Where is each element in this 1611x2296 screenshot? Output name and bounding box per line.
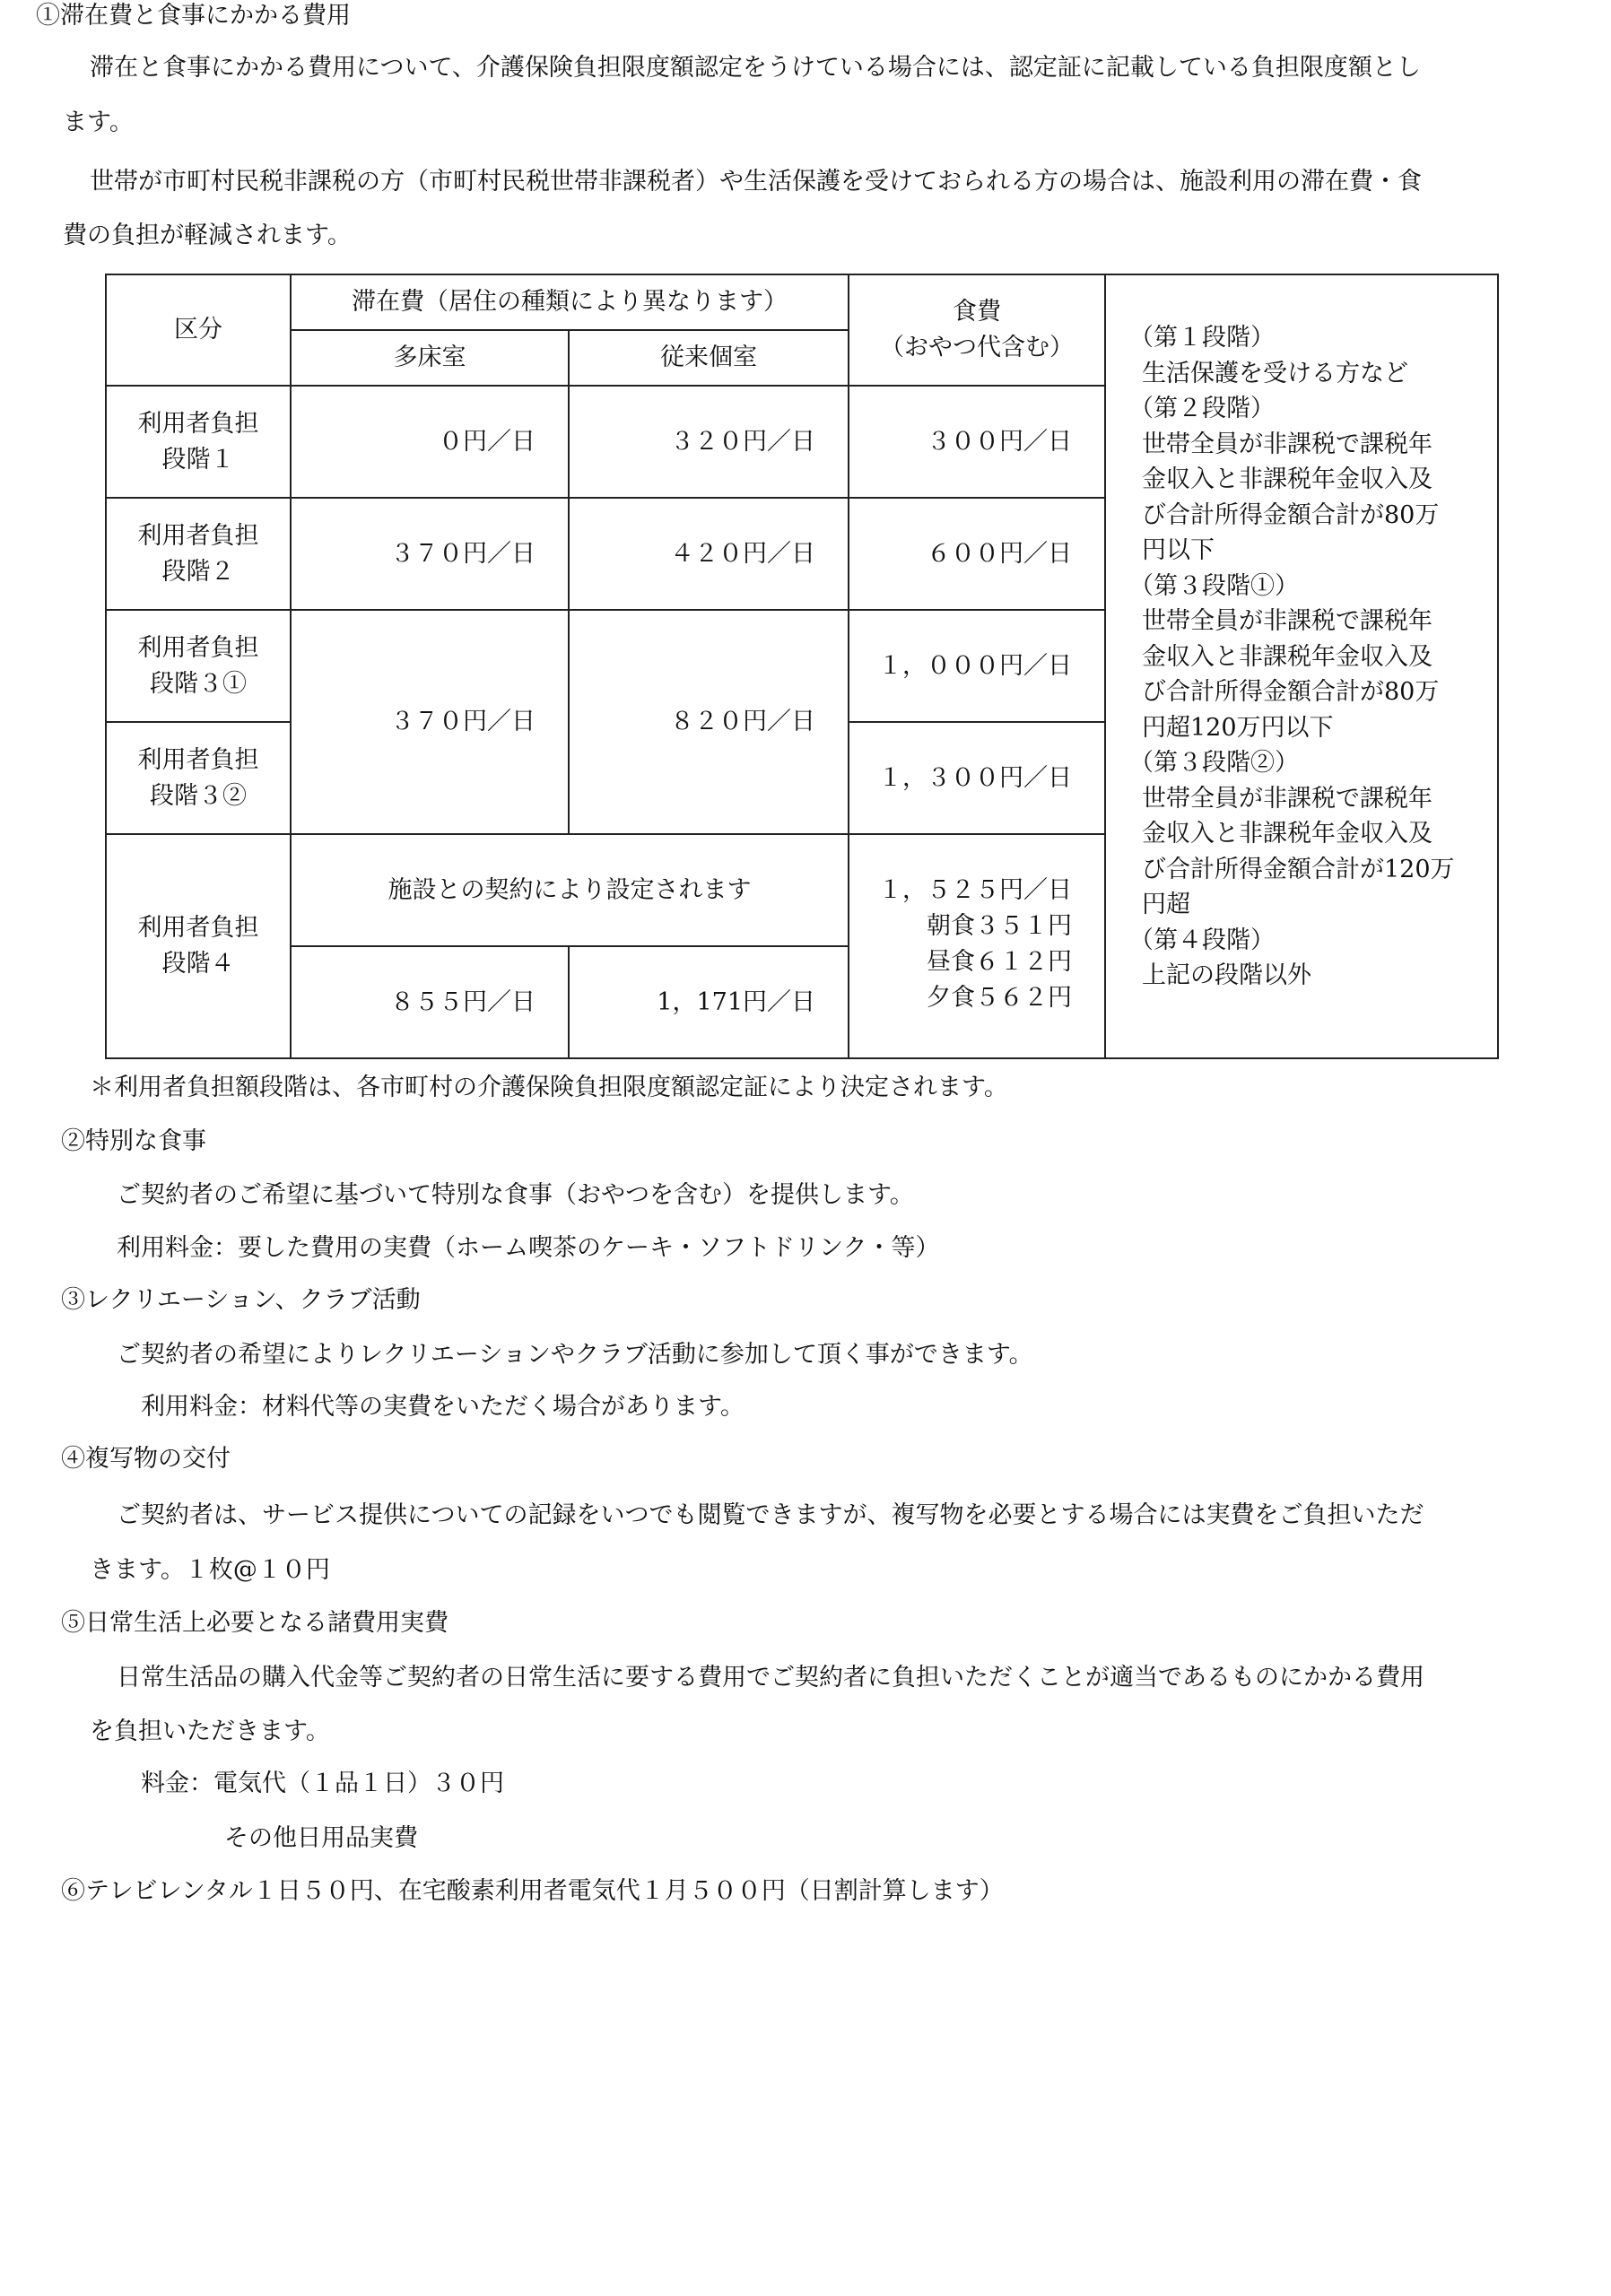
note-line: 世帯全員が非課税で課税年 [1142,607,1432,635]
section5-fee-line1: 料金：電気代（１品１日）３０円 [141,1770,504,1797]
section5-heading: ⑤日常生活上必要となる諸費用実費 [61,1609,448,1637]
section2-fee: 利用料金：要した費用の実費（ホーム喫茶のケーキ・ソフトドリンク・等） [117,1234,940,1262]
note-line: （第４段階） [1129,926,1275,954]
cell-food: １，３００円／日 [849,722,1105,834]
note-line: 世帯全員が非課税で課税年 [1142,430,1432,458]
header-stay: 滞在費（居住の種類により異なります） [291,274,849,330]
section3-body: ご契約者の希望によりレクリエーションやクラブ活動に参加して頂く事ができます。 [117,1341,1033,1369]
section3-heading: ③レクリエーション、クラブ活動 [61,1286,421,1314]
note-line: 上記の段階以外 [1142,961,1311,989]
section5-body-line2: を負担いただきます。 [90,1718,330,1745]
header-kubun: 区分 [106,274,291,386]
section6-heading: ⑥テレビレンタル１日５０円、在宅酸素利用者電気代１月５００円（日割計算します） [61,1877,1004,1905]
section2-body: ご契約者のご希望に基づいて特別な食事（おやつを含む）を提供します。 [117,1181,914,1209]
note-line: 円以下 [1142,536,1215,564]
section5-fee-line2: その他日用品実費 [224,1824,418,1852]
note-line: び合計所得金額合計が80万 [1142,678,1440,706]
cell-private: ３２０円／日 [569,386,849,498]
row-label-line1: 利用者負担 [137,633,259,662]
row-label-line2: 段階３② [150,781,247,810]
section1-heading: ①滞在費と食事にかかる費用 [36,2,351,30]
cell-food-stage4 [849,834,1105,1058]
row-label [106,834,291,1058]
cell-private: ８２０円／日 [569,610,849,834]
row-label-line2: 段階４ [161,950,235,978]
row-label-line2: 段階３① [150,669,247,698]
row-label-line1: 利用者負担 [137,409,259,438]
stage-notes [1105,274,1498,1058]
food-dinner: 夕食５６２円 [927,984,1072,1012]
header-private: 従来個室 [569,330,849,386]
note-line: 金収入と非課税年金収入及 [1142,465,1432,493]
cell-multi: ０円／日 [291,386,569,498]
section1-para1-line1: 滞在と食事にかかる費用について、介護保険負担限度額認定をうけている場合には、認定証に記載している負担限度額とし [90,54,1421,82]
row-label [106,722,291,834]
cell-contract: 施設との契約により設定されます [291,834,849,946]
note-line: （第１段階） [1129,324,1275,352]
row-label-line2: 段階１ [161,445,235,474]
note-line: 金収入と非課税年金収入及 [1142,642,1432,671]
cell-multi: ８５５円／日 [291,946,569,1058]
note-line: （第２段階） [1129,395,1275,422]
section4-body-line2: きます。１枚@１０円 [90,1556,330,1584]
section2-heading: ②特別な食事 [61,1127,206,1155]
row-label-line1: 利用者負担 [137,914,259,942]
cell-food: ６００円／日 [849,498,1105,610]
note-line: 円超120万円以下 [1142,713,1334,742]
row-label [106,498,291,610]
note-line: 世帯全員が非課税で課税年 [1142,784,1432,813]
note-line: 金収入と非課税年金収入及 [1142,820,1432,848]
table-header-row [106,274,1498,330]
header-multi: 多床室 [291,330,569,386]
section5-body-line1: 日常生活品の購入代金等ご契約者の日常生活に要する費用でご契約者に負担いただくことが適当であるものにかかる費用 [117,1664,1424,1692]
note-line: び合計所得金額合計が80万 [1142,500,1440,529]
note-line: （第３段階①） [1129,571,1299,600]
note-line: び合計所得金額合計が120万 [1142,855,1455,883]
header-food-line2: （おやつ代含む） [880,334,1074,361]
section3-fee: 利用料金：材料代等の実費をいただく場合があります。 [141,1393,745,1421]
section1-para1-line2: ます。 [63,109,134,136]
note-line: 円超 [1142,891,1190,918]
row-label-line1: 利用者負担 [137,745,259,774]
cell-food: ３００円／日 [849,386,1105,498]
food-breakfast: 朝食３５１円 [927,912,1072,940]
row-label [106,386,291,498]
food-total: １，５２５円／日 [878,876,1072,904]
table-footnote: ＊利用者負担額段階は、各市町村の介護保険負担限度額認定証により決定されます。 [90,1074,1008,1101]
row-label-line1: 利用者負担 [137,521,259,550]
cell-multi: ３７０円／日 [291,498,569,610]
note-line: 生活保護を受ける方など [1142,359,1408,387]
fee-table [105,274,1499,1059]
header-food-line1: 食費 [953,298,1001,326]
cell-food: １，０００円／日 [849,610,1105,722]
section1-para2-line2: 費の負担が軽減されます。 [63,222,352,249]
header-food [849,274,1105,386]
section1-para2-line1: 世帯が市町村民税非課税の方（市町村民税世帯非課税者）や生活保護を受けておられる方の場合は、施設利用の滞在費・食 [90,168,1422,196]
section4-heading: ④複写物の交付 [61,1445,231,1473]
cell-private: ４２０円／日 [569,498,849,610]
cell-multi: ３７０円／日 [291,610,569,834]
row-label [106,610,291,722]
section4-body-line1: ご契約者は、サービス提供についての記録をいつでも閲覧できますが、複写物を必要とする場合には実費をご負担いただ [117,1501,1424,1529]
note-line: （第３段階②） [1129,749,1299,777]
row-label-line2: 段階２ [161,557,235,586]
cell-private: 1，171円／日 [569,946,849,1058]
food-lunch: 昼食６１２円 [927,948,1072,976]
